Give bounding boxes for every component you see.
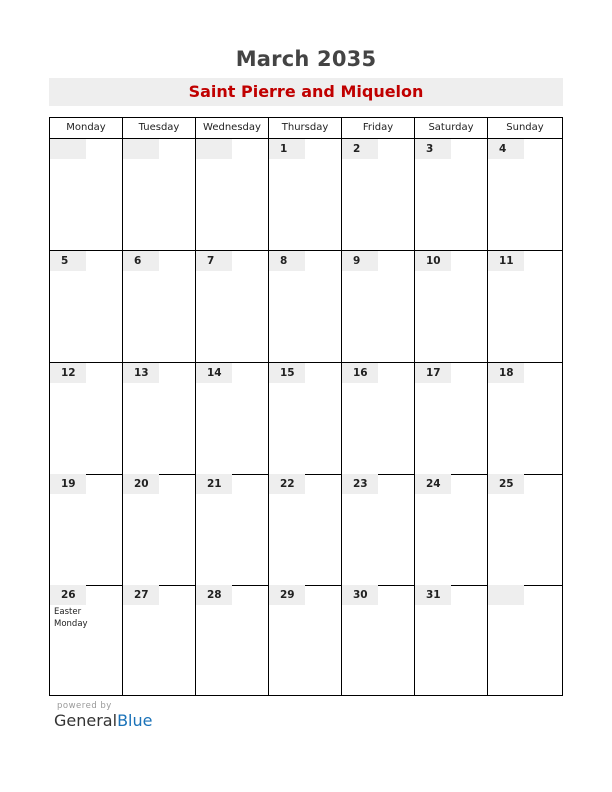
day-cell[interactable] <box>195 363 268 474</box>
day-cell[interactable] <box>487 363 562 474</box>
weekday-header-tuesday: Tuesday <box>122 118 195 138</box>
day-cell[interactable] <box>50 585 122 695</box>
day-cell[interactable] <box>50 474 122 585</box>
day-cell[interactable] <box>414 139 487 250</box>
day-number <box>488 585 524 605</box>
day-number: 6 <box>123 251 159 271</box>
day-cell[interactable] <box>268 251 341 362</box>
day-number: 15 <box>269 363 305 383</box>
day-cell[interactable] <box>268 363 341 474</box>
day-number: 26 <box>50 585 86 605</box>
day-number <box>123 139 159 159</box>
weekday-header-monday: Monday <box>66 122 106 133</box>
day-number: 20 <box>123 474 159 494</box>
day-cell[interactable] <box>341 585 414 695</box>
day-number: 16 <box>342 363 378 383</box>
weekday-header-thursday: Thursday <box>268 118 341 138</box>
day-cell[interactable] <box>414 585 487 695</box>
day-cell[interactable] <box>341 474 414 585</box>
day-cell[interactable] <box>487 474 562 585</box>
week-row <box>50 474 562 586</box>
day-cell[interactable] <box>414 363 487 474</box>
day-number: 10 <box>415 251 451 271</box>
day-cell[interactable] <box>268 139 341 250</box>
day-number: 2 <box>342 139 378 159</box>
day-number: 8 <box>269 251 305 271</box>
day-cell[interactable] <box>195 139 268 250</box>
day-cell[interactable] <box>50 139 122 250</box>
powered-by-label: powered by <box>57 701 112 711</box>
weekday-header-row <box>50 118 562 139</box>
generalblue-logo[interactable] <box>54 711 152 730</box>
day-cell[interactable] <box>487 585 562 695</box>
day-cell[interactable] <box>122 139 195 250</box>
day-cell[interactable] <box>341 139 414 250</box>
day-number: 19 <box>50 474 86 494</box>
holiday-label: Easter Monday <box>54 607 88 629</box>
day-cell[interactable] <box>195 474 268 585</box>
day-number: 14 <box>196 363 232 383</box>
day-number: 12 <box>50 363 86 383</box>
day-number <box>196 139 232 159</box>
week-row <box>50 363 562 475</box>
week-row <box>50 139 562 251</box>
day-number: 22 <box>269 474 305 494</box>
day-cell[interactable] <box>268 585 341 695</box>
day-number: 11 <box>488 251 524 271</box>
day-number: 5 <box>50 251 86 271</box>
day-cell[interactable] <box>414 474 487 585</box>
region-name: Saint Pierre and Miquelon <box>188 82 424 101</box>
page-title: March 2035 <box>235 47 377 71</box>
day-number: 27 <box>123 585 159 605</box>
day-cell[interactable] <box>122 363 195 474</box>
day-cell[interactable] <box>50 251 122 362</box>
day-cell[interactable] <box>341 251 414 362</box>
day-cell[interactable] <box>50 363 122 474</box>
day-number: 13 <box>123 363 159 383</box>
weekday-header-sunday: Sunday <box>487 118 562 138</box>
region-banner <box>49 78 563 106</box>
day-cell[interactable] <box>487 251 562 362</box>
brand-part-blue: Blue <box>117 711 153 730</box>
day-cell[interactable] <box>268 474 341 585</box>
day-number: 24 <box>415 474 451 494</box>
day-cell[interactable] <box>122 474 195 585</box>
day-cell[interactable] <box>195 251 268 362</box>
day-number: 21 <box>196 474 232 494</box>
weekday-header-saturday: Saturday <box>414 118 487 138</box>
day-number: 25 <box>488 474 524 494</box>
brand-part-general: General <box>54 711 118 730</box>
day-number: 17 <box>415 363 451 383</box>
calendar-grid <box>49 117 563 696</box>
day-cell[interactable] <box>122 585 195 695</box>
day-cell[interactable] <box>122 251 195 362</box>
day-cell[interactable] <box>414 251 487 362</box>
day-number: 18 <box>488 363 524 383</box>
weekday-header-wednesday: Wednesday <box>195 118 268 138</box>
day-number: 23 <box>342 474 378 494</box>
day-cell[interactable] <box>195 585 268 695</box>
day-number: 7 <box>196 251 232 271</box>
day-number: 30 <box>342 585 378 605</box>
day-number: 29 <box>269 585 305 605</box>
day-number: 31 <box>415 585 451 605</box>
day-cell[interactable] <box>487 139 562 250</box>
day-number: 1 <box>269 139 305 159</box>
day-cell[interactable] <box>341 363 414 474</box>
day-number: 28 <box>196 585 232 605</box>
week-row <box>50 251 562 363</box>
week-row <box>50 585 562 695</box>
day-number <box>50 139 86 159</box>
day-number: 4 <box>488 139 524 159</box>
day-number: 3 <box>415 139 451 159</box>
day-number: 9 <box>342 251 378 271</box>
weekday-header-friday: Friday <box>341 118 414 138</box>
